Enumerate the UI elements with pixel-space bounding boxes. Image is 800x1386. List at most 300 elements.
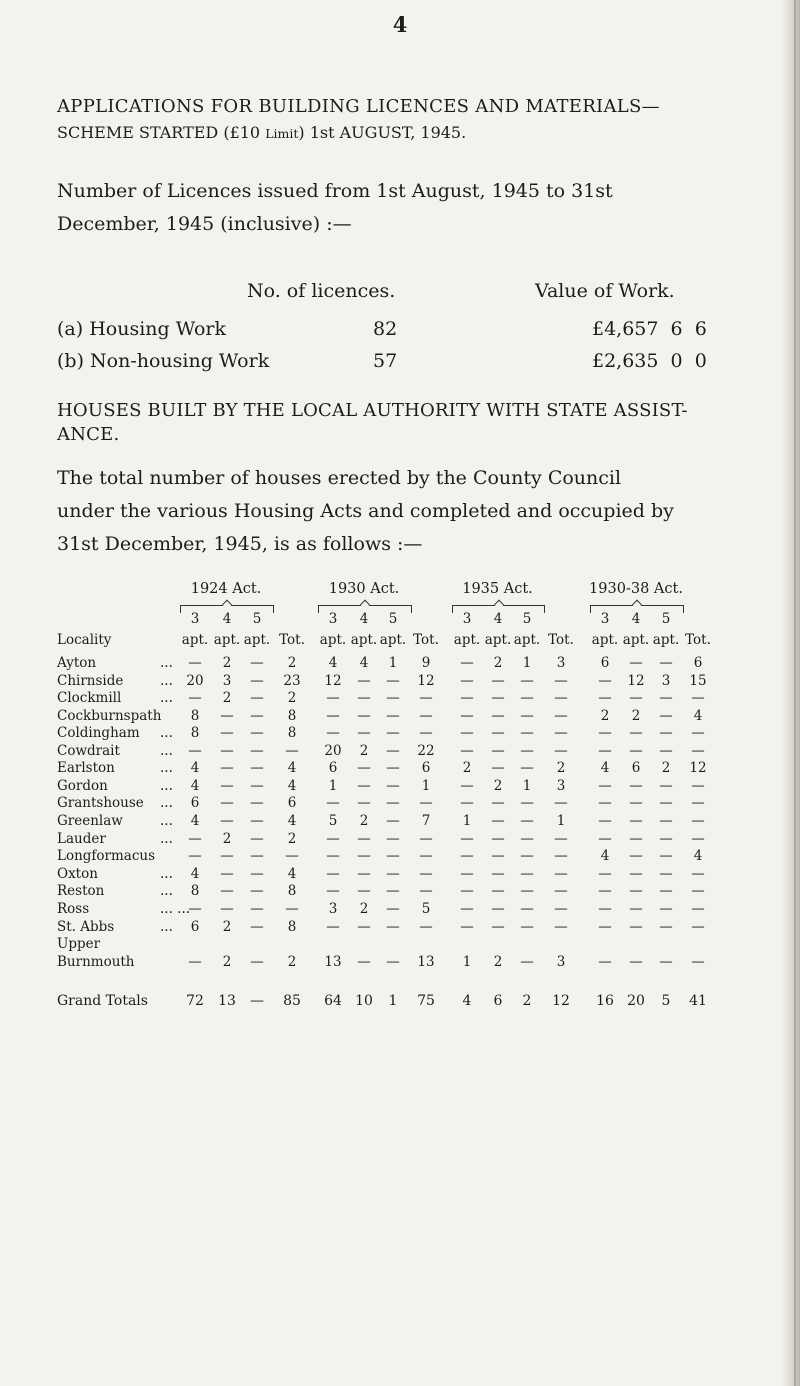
table-cell: — — [220, 883, 234, 899]
table-cell: — — [691, 725, 705, 741]
table-totals-cell: 12 — [552, 993, 570, 1009]
table-cell: — — [386, 743, 400, 759]
table-cell: 8 — [287, 708, 297, 724]
page-heading-line1: APPLICATIONS FOR BUILDING LICENCES AND MATERIALS— — [57, 96, 660, 117]
table-cell: — — [554, 673, 568, 689]
table-row-locality: Earlston — [57, 760, 115, 776]
housing-work-value: £4,657 6 6 — [592, 318, 707, 340]
table-cell: 2 — [222, 690, 232, 706]
table-row-locality: Upper — [57, 936, 101, 952]
table-cell: — — [520, 831, 534, 847]
table-cell: — — [691, 954, 705, 970]
table-cell: — — [220, 795, 234, 811]
table-cell: 12 — [324, 673, 342, 689]
table-header-room-number: 5 — [252, 611, 262, 627]
table-cell: — — [326, 919, 340, 935]
table-cell: — — [659, 708, 673, 724]
table-cell: — — [419, 708, 433, 724]
table-cell: — — [520, 901, 534, 917]
table-cell: — — [357, 883, 371, 899]
table-cell: 4 — [693, 848, 703, 864]
table-cell: — — [188, 848, 202, 864]
table-header-column: apt. — [622, 632, 650, 648]
table-header-column: apt. — [213, 632, 241, 648]
housing-work-label: (a) Housing Work — [57, 318, 226, 340]
table-cell: — — [520, 848, 534, 864]
table-cell: — — [629, 848, 643, 864]
table-cell: — — [598, 883, 612, 899]
table-totals-cell: 2 — [522, 993, 532, 1009]
table-cell: — — [691, 795, 705, 811]
table-cell: — — [520, 743, 534, 759]
table-cell: 3 — [556, 655, 566, 671]
table-cell: 2 — [493, 778, 503, 794]
table-cell: — — [386, 725, 400, 741]
table-cell: — — [520, 690, 534, 706]
table-cell: — — [460, 673, 474, 689]
table-cell: — — [491, 901, 505, 917]
table-cell: 3 — [661, 673, 671, 689]
table-row-locality: Oxton — [57, 866, 98, 882]
table-header-room-number: 3 — [462, 611, 472, 627]
table-cell: 2 — [222, 655, 232, 671]
table-cell: — — [491, 813, 505, 829]
licences-value-header: Value of Work. — [535, 280, 675, 302]
table-cell: 4 — [287, 813, 297, 829]
table-cell: — — [357, 760, 371, 776]
table-cell: 6 — [328, 760, 338, 776]
table-cell: 2 — [222, 831, 232, 847]
table-cell: — — [659, 866, 673, 882]
table-cell: — — [220, 866, 234, 882]
table-cell: — — [220, 743, 234, 759]
table-totals-cell: 4 — [462, 993, 472, 1009]
table-cell: — — [220, 813, 234, 829]
table-cell: 8 — [287, 883, 297, 899]
table-cell: — — [598, 778, 612, 794]
table-cell: — — [250, 901, 264, 917]
table-totals-cell: — — [250, 993, 264, 1009]
table-cell: — — [554, 795, 568, 811]
table-row-locality: Cockburnspath — [57, 708, 162, 724]
table-cell: — — [554, 831, 568, 847]
table-cell: 1 — [388, 655, 398, 671]
table-cell: — — [386, 795, 400, 811]
table-cell: 4 — [190, 813, 200, 829]
table-cell: — — [598, 795, 612, 811]
table-cell: 4 — [287, 760, 297, 776]
table-row-locality: Chirnside — [57, 673, 124, 689]
table-header-column: apt. — [379, 632, 407, 648]
table-cell: — — [629, 690, 643, 706]
table-cell: — — [220, 725, 234, 741]
table-cell: — — [659, 831, 673, 847]
table-cell: — — [326, 883, 340, 899]
table-row-locality: Burnmouth — [57, 954, 135, 970]
table-cell: — — [386, 883, 400, 899]
table-row-dots: ... — [160, 760, 173, 776]
table-cell: — — [386, 708, 400, 724]
table-cell: — — [386, 848, 400, 864]
table-header-column: apt. — [453, 632, 481, 648]
table-row-dots: ... — [160, 831, 173, 847]
table-row-dots: ... — [160, 743, 173, 759]
table-cell: — — [357, 725, 371, 741]
table-header-column: apt. — [591, 632, 619, 648]
table-cell: — — [460, 778, 474, 794]
table-cell: 4 — [600, 848, 610, 864]
table-cell: — — [629, 954, 643, 970]
table-cell: — — [520, 760, 534, 776]
table-cell: 4 — [600, 760, 610, 776]
table-cell: 4 — [287, 866, 297, 882]
table-cell: — — [326, 831, 340, 847]
table-cell: — — [629, 831, 643, 847]
table-cell: — — [188, 743, 202, 759]
table-cell: 4 — [190, 778, 200, 794]
table-cell: 2 — [661, 760, 671, 776]
table-totals-cell: 85 — [283, 993, 301, 1009]
table-cell: — — [285, 901, 299, 917]
table-cell: — — [386, 813, 400, 829]
table-cell: — — [220, 901, 234, 917]
table-cell: 2 — [359, 901, 369, 917]
table-cell: — — [460, 795, 474, 811]
table-cell: — — [460, 848, 474, 864]
table-header-room-number: 4 — [359, 611, 369, 627]
table-cell: 2 — [222, 919, 232, 935]
table-row-dots: ... — [160, 725, 173, 741]
table-row-dots: ... — [160, 795, 173, 811]
table-cell: — — [659, 813, 673, 829]
table-cell: — — [326, 795, 340, 811]
table-cell: — — [419, 795, 433, 811]
table-totals-cell: 20 — [627, 993, 645, 1009]
table-cell: 5 — [328, 813, 338, 829]
table-cell: — — [250, 655, 264, 671]
table-cell: — — [659, 919, 673, 935]
table-cell: — — [250, 778, 264, 794]
table-cell: — — [659, 655, 673, 671]
table-cell: — — [460, 655, 474, 671]
table-cell: 5 — [421, 901, 431, 917]
table-header-column: Tot. — [685, 632, 711, 648]
table-cell: — — [659, 901, 673, 917]
table-cell: — — [598, 901, 612, 917]
table-header-room-number: 5 — [522, 611, 532, 627]
licences-count-header: No. of licences. — [247, 280, 396, 302]
table-header-room-number: 5 — [388, 611, 398, 627]
table-row-locality: Ross — [57, 901, 90, 917]
table-row-dots: ... — [160, 883, 173, 899]
table-cell: — — [629, 743, 643, 759]
table-cell: — — [386, 760, 400, 776]
table-cell: — — [419, 848, 433, 864]
table-cell: — — [357, 848, 371, 864]
table-header-column: apt. — [181, 632, 209, 648]
table-totals-cell: 10 — [355, 993, 373, 1009]
table-header-room-number: 3 — [190, 611, 200, 627]
table-header-column: apt. — [350, 632, 378, 648]
table-row-dots: ... — [160, 655, 173, 671]
table-cell: — — [659, 778, 673, 794]
table-cell: 2 — [359, 743, 369, 759]
table-cell: — — [326, 866, 340, 882]
table-cell: — — [250, 725, 264, 741]
section-para-line1: The total number of houses erected by the County Council — [57, 467, 622, 489]
table-cell: — — [491, 725, 505, 741]
table-cell: 2 — [462, 760, 472, 776]
table-cell: — — [220, 760, 234, 776]
table-cell: — — [326, 848, 340, 864]
table-cell: — — [460, 725, 474, 741]
table-totals-cell: 13 — [218, 993, 236, 1009]
table-cell: — — [386, 866, 400, 882]
table-cell: — — [554, 708, 568, 724]
table-cell: — — [460, 708, 474, 724]
table-cell: — — [386, 901, 400, 917]
table-cell: 12 — [627, 673, 645, 689]
table-cell: 1 — [462, 813, 472, 829]
table-header-room-number: 4 — [631, 611, 641, 627]
table-cell: 1 — [462, 954, 472, 970]
non-housing-work-count: 57 — [373, 350, 398, 372]
table-cell: 2 — [359, 813, 369, 829]
table-totals-cell: 5 — [661, 993, 671, 1009]
table-cell: — — [659, 883, 673, 899]
table-cell: — — [491, 883, 505, 899]
table-header-column: apt. — [319, 632, 347, 648]
table-cell: — — [554, 901, 568, 917]
table-cell: — — [250, 760, 264, 776]
table-cell: — — [629, 919, 643, 935]
table-cell: — — [419, 725, 433, 741]
table-header-column: Tot. — [279, 632, 305, 648]
table-cell: 4 — [190, 760, 200, 776]
table-cell: — — [691, 778, 705, 794]
table-header-room-number: 5 — [661, 611, 671, 627]
table-cell: — — [357, 795, 371, 811]
table-cell: — — [357, 831, 371, 847]
table-cell: 1 — [328, 778, 338, 794]
table-cell: — — [554, 866, 568, 882]
table-cell: 23 — [283, 673, 301, 689]
table-cell: 1 — [522, 778, 532, 794]
table-totals-cell: 64 — [324, 993, 342, 1009]
table-cell: — — [691, 866, 705, 882]
table-header-room-number: 4 — [222, 611, 232, 627]
table-cell: — — [491, 866, 505, 882]
table-cell: — — [419, 866, 433, 882]
non-housing-work-label: (b) Non-housing Work — [57, 350, 270, 372]
table-row-locality: St. Abbs — [57, 919, 115, 935]
table-cell: — — [598, 866, 612, 882]
table-cell: 8 — [287, 919, 297, 935]
table-cell: — — [598, 919, 612, 935]
table-cell: — — [629, 866, 643, 882]
table-cell: — — [491, 795, 505, 811]
table-cell: — — [386, 831, 400, 847]
table-cell: — — [520, 813, 534, 829]
table-cell: — — [357, 919, 371, 935]
table-cell: 4 — [190, 866, 200, 882]
table-cell: 6 — [287, 795, 297, 811]
table-cell: 2 — [493, 954, 503, 970]
table-cell: — — [491, 743, 505, 759]
table-cell: — — [554, 919, 568, 935]
table-cell: 1 — [556, 813, 566, 829]
table-cell: — — [629, 883, 643, 899]
table-cell: — — [220, 778, 234, 794]
table-cell: — — [250, 690, 264, 706]
table-cell: 2 — [287, 954, 297, 970]
table-totals-label: Grand Totals — [57, 993, 148, 1009]
table-cell: — — [419, 690, 433, 706]
table-cell: 13 — [324, 954, 342, 970]
table-row-dots: ... — [160, 778, 173, 794]
licences-intro-line2: December, 1945 (inclusive) :— — [57, 213, 352, 235]
table-cell: — — [598, 673, 612, 689]
table-cell: 8 — [190, 708, 200, 724]
table-header-column: Tot. — [413, 632, 439, 648]
table-cell: 8 — [190, 725, 200, 741]
table-totals-cell: 16 — [596, 993, 614, 1009]
table-cell: 4 — [359, 655, 369, 671]
table-cell: — — [491, 673, 505, 689]
table-cell: — — [250, 743, 264, 759]
table-row-dots: ... — [160, 866, 173, 882]
table-cell: 2 — [287, 655, 297, 671]
non-housing-work-value: £2,635 0 0 — [592, 350, 707, 372]
table-cell: — — [250, 813, 264, 829]
table-header-column: apt. — [652, 632, 680, 648]
table-cell: — — [250, 708, 264, 724]
table-cell: 6 — [600, 655, 610, 671]
table-cell: 2 — [287, 831, 297, 847]
table-cell: 6 — [190, 919, 200, 935]
table-cell: — — [419, 919, 433, 935]
table-totals-cell: 1 — [388, 993, 398, 1009]
table-cell: — — [659, 954, 673, 970]
table-cell: 2 — [600, 708, 610, 724]
table-cell: 8 — [190, 883, 200, 899]
table-cell: — — [691, 901, 705, 917]
table-cell: — — [598, 690, 612, 706]
table-cell: 6 — [421, 760, 431, 776]
table-cell: — — [250, 848, 264, 864]
page-heading-line2: SCHEME STARTED (£10 Limit) 1st AUGUST, 1945. — [57, 123, 467, 142]
table-cell: — — [520, 725, 534, 741]
table-cell: — — [250, 883, 264, 899]
table-totals-cell: 41 — [689, 993, 707, 1009]
section-heading-line2: ANCE. — [57, 424, 120, 445]
table-cell: — — [357, 690, 371, 706]
table-cell: — — [188, 954, 202, 970]
table-cell: — — [554, 743, 568, 759]
table-cell: — — [460, 690, 474, 706]
table-cell: — — [691, 743, 705, 759]
housing-work-count: 82 — [373, 318, 398, 340]
table-cell: 3 — [556, 778, 566, 794]
table-header-column: apt. — [484, 632, 512, 648]
table-cell: — — [326, 690, 340, 706]
table-row-locality: Longformacus — [57, 848, 156, 864]
table-cell: — — [326, 725, 340, 741]
table-cell: — — [419, 883, 433, 899]
table-totals-cell: 6 — [493, 993, 503, 1009]
table-cell: — — [520, 795, 534, 811]
table-cell: 4 — [328, 655, 338, 671]
table-cell: 3 — [556, 954, 566, 970]
table-cell: — — [629, 795, 643, 811]
table-cell: — — [188, 690, 202, 706]
table-cell: — — [520, 708, 534, 724]
table-row-dots: ... — [160, 813, 173, 829]
table-cell: — — [460, 901, 474, 917]
table-cell: 3 — [328, 901, 338, 917]
table-cell: — — [357, 708, 371, 724]
table-cell: 12 — [689, 760, 707, 776]
table-cell: 6 — [693, 655, 703, 671]
table-cell: 6 — [190, 795, 200, 811]
table-cell: 2 — [222, 954, 232, 970]
table-cell: 8 — [287, 725, 297, 741]
table-cell: 4 — [693, 708, 703, 724]
table-cell: — — [691, 831, 705, 847]
table-cell: — — [419, 831, 433, 847]
table-cell: — — [491, 760, 505, 776]
table-row-dots: ... ... — [160, 901, 191, 917]
table-row-locality: Gordon — [57, 778, 108, 794]
table-cell: — — [659, 848, 673, 864]
table-header-column: apt. — [513, 632, 541, 648]
table-cell: 4 — [287, 778, 297, 794]
table-row-locality: Grantshouse — [57, 795, 144, 811]
table-cell: — — [250, 673, 264, 689]
table-cell: 15 — [689, 673, 707, 689]
table-cell: — — [520, 919, 534, 935]
table-cell: — — [326, 708, 340, 724]
table-cell: — — [250, 954, 264, 970]
table-cell: — — [520, 866, 534, 882]
table-group-title: 1930-38 Act. — [589, 581, 683, 597]
table-cell: 9 — [421, 655, 431, 671]
table-cell: — — [285, 743, 299, 759]
table-cell: — — [659, 725, 673, 741]
table-cell: — — [386, 778, 400, 794]
table-cell: — — [386, 919, 400, 935]
section-para-line3: 31st December, 1945, is as follows :— — [57, 533, 423, 555]
table-cell: — — [188, 655, 202, 671]
table-cell: — — [357, 866, 371, 882]
table-header-column: Tot. — [548, 632, 574, 648]
table-cell: 3 — [222, 673, 232, 689]
table-cell: — — [357, 954, 371, 970]
table-row-locality: Coldingham — [57, 725, 140, 741]
table-cell: — — [250, 866, 264, 882]
table-cell: 2 — [556, 760, 566, 776]
table-cell: — — [250, 831, 264, 847]
table-cell: — — [659, 743, 673, 759]
table-totals-cell: 72 — [186, 993, 204, 1009]
table-row-locality: Reston — [57, 883, 105, 899]
table-cell: 20 — [186, 673, 204, 689]
table-group-title: 1924 Act. — [190, 581, 262, 597]
table-cell: — — [554, 883, 568, 899]
table-header-column: apt. — [243, 632, 271, 648]
table-cell: — — [598, 743, 612, 759]
table-header-locality: Locality — [57, 632, 112, 648]
